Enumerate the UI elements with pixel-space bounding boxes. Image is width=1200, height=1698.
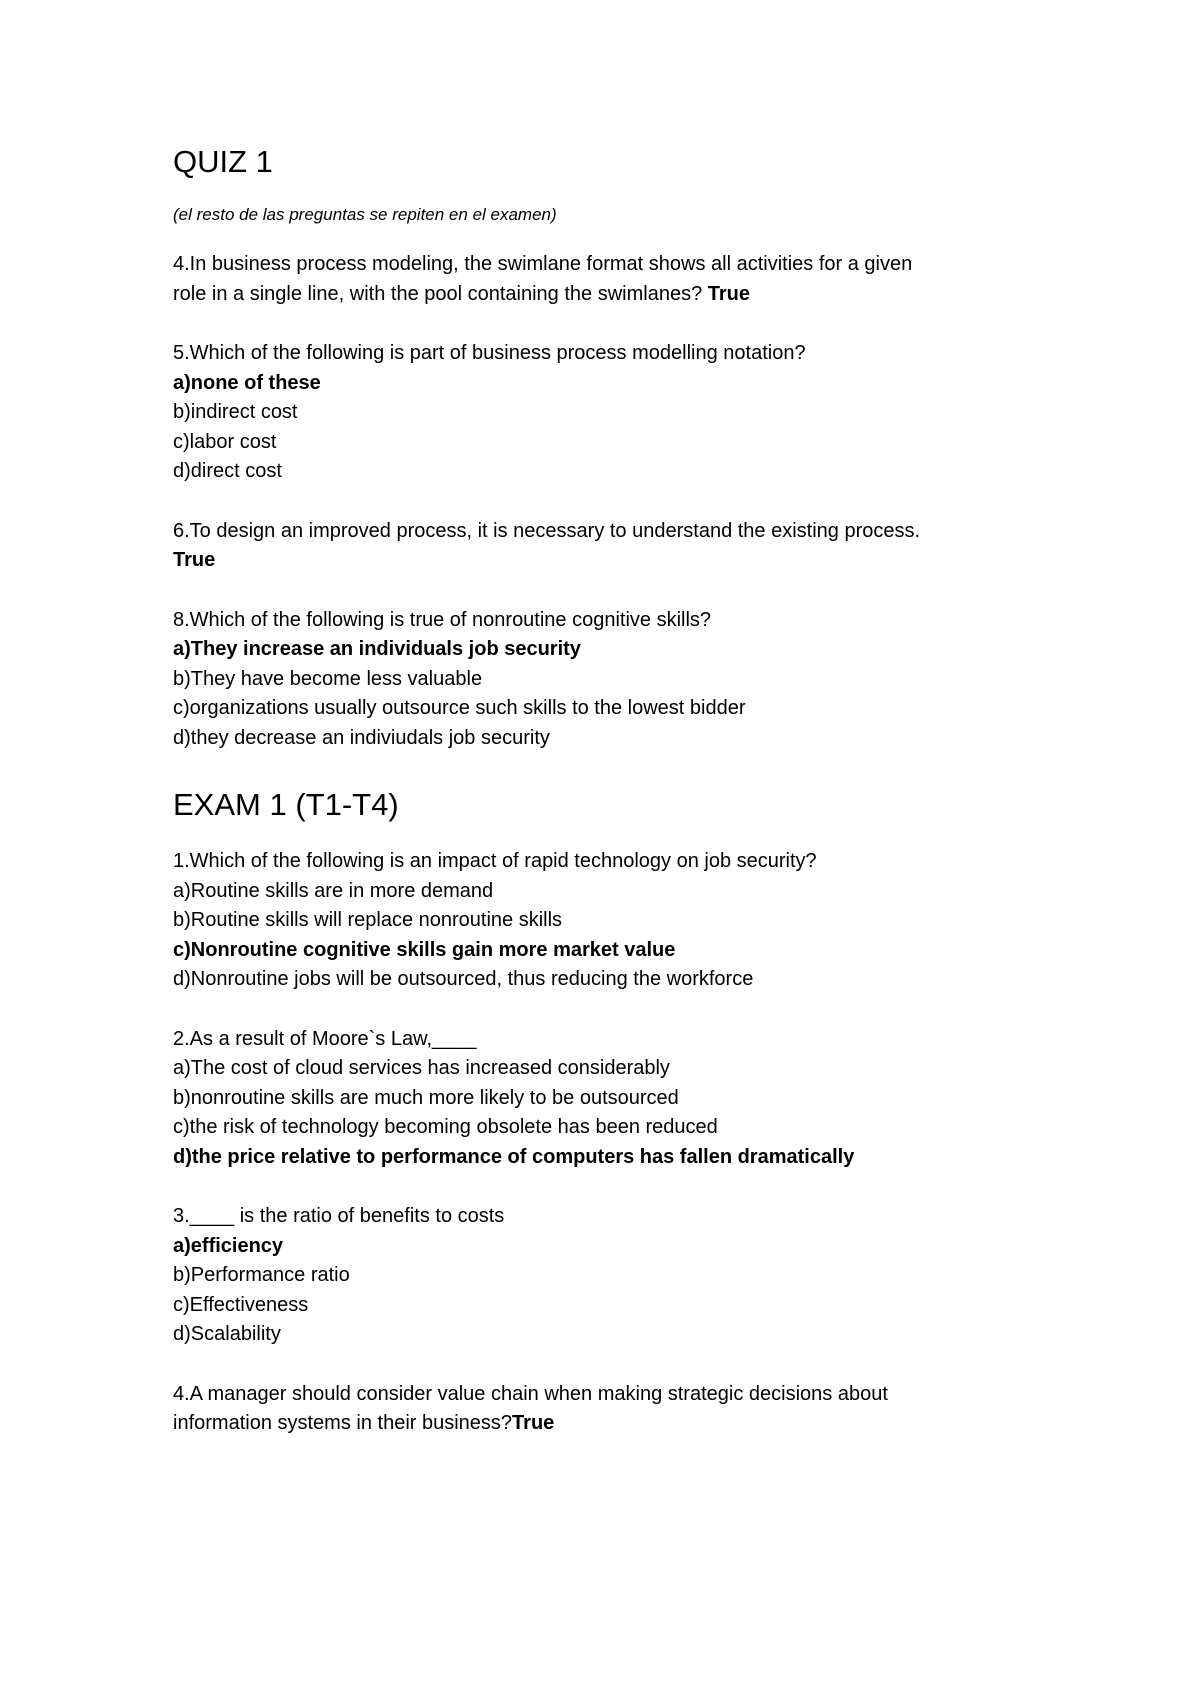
answer-text: True: [173, 549, 216, 571]
question-text: 4.A manager should consider value chain when making strategic decisions about: [173, 1382, 888, 1405]
question-text: [173, 1409, 1073, 1439]
option-a-correct: a)none of these: [173, 371, 321, 394]
option-c: c)labor cost: [173, 430, 277, 453]
quiz-question-8: [173, 606, 1073, 754]
question-text-cont: information systems in their business?: [173, 1412, 513, 1434]
option-d: d)direct cost: [173, 460, 282, 482]
option-b: b)Performance ratio: [173, 1264, 350, 1286]
answer-text: True: [512, 1412, 555, 1434]
question-text: 8.Which of the following is true of nonroutine cognitive skills?: [173, 608, 712, 631]
quiz-title: QUIZ 1: [173, 144, 273, 179]
exam-question-1: [173, 847, 1073, 995]
exam-question-4: [173, 1380, 1073, 1439]
option-a: a)Routine skills are in more demand: [173, 879, 494, 902]
exam-question-2: [173, 1025, 1073, 1173]
option-d: d)they decrease an indiviudals job security: [173, 726, 550, 749]
exam-question-3: [173, 1202, 1073, 1350]
option-b: b)They have become less valuable: [173, 667, 483, 690]
document-page: [173, 140, 1073, 1469]
question-text: 2.As a result of Moore`s Law,____: [173, 1027, 477, 1050]
question-text: 3.____ is the ratio of benefits to costs: [173, 1205, 505, 1227]
question-text: 4.In business process modeling, the swimlane format shows all activities for a given: [173, 253, 913, 275]
option-b: b)nonroutine skills are much more likely to be outsourced: [173, 1086, 679, 1109]
option-c: c)Effectiveness: [173, 1293, 309, 1316]
quiz-question-4: [173, 250, 1073, 309]
question-text: 6.To design an improved process, it is necessary to understand the existing process.: [173, 519, 921, 542]
quiz-note: (el resto de las preguntas se repiten en el examen): [173, 205, 557, 224]
option-c-correct: c)Nonroutine cognitive skills gain more market value: [173, 938, 676, 961]
question-text: 5.Which of the following is part of business process modelling notation?: [173, 342, 806, 364]
quiz-question-5: [173, 339, 1073, 487]
option-b: b)Routine skills will replace nonroutine skills: [173, 909, 563, 931]
option-d: d)Scalability: [173, 1323, 281, 1345]
option-c: c)organizations usually outsource such skills to the lowest bidder: [173, 697, 746, 719]
option-d: d)Nonroutine jobs will be outsourced, thus reducing the workforce: [173, 968, 754, 990]
question-text: 1.Which of the following is an impact of rapid technology on job security?: [173, 850, 817, 872]
option-d-correct: d)the price relative to performance of computers has fallen dramatically: [173, 1145, 855, 1168]
question-text-cont: role in a single line, with the pool containing the swimlanes?: [173, 282, 708, 305]
option-a-correct: a)efficiency: [173, 1234, 284, 1257]
option-a: a)The cost of cloud services has increased considerably: [173, 1057, 670, 1079]
option-c: c)the risk of technology becoming obsolete has been reduced: [173, 1116, 718, 1138]
exam-title: EXAM 1 (T1-T4): [173, 787, 399, 822]
option-b: b)indirect cost: [173, 401, 298, 423]
answer-text: True: [707, 282, 751, 305]
quiz-question-6: [173, 517, 1073, 576]
question-text: [173, 280, 1073, 310]
option-a-correct: a)They increase an individuals job security: [173, 638, 581, 660]
